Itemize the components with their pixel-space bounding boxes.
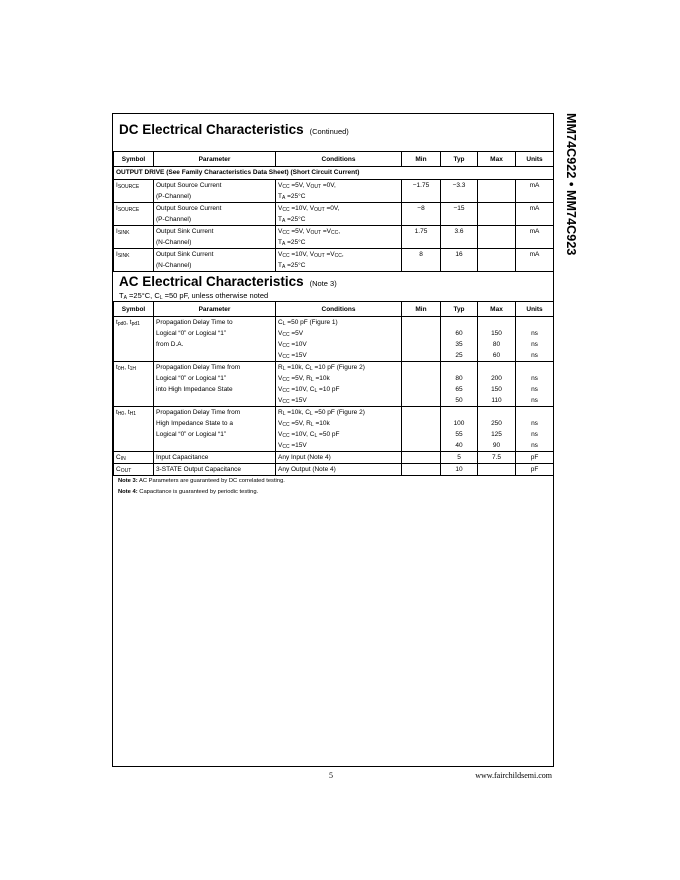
conditions-cell (276, 464, 402, 476)
parameter-line: 3-STATE Output Capacitance (156, 466, 242, 473)
parameter-line: (N-Channel) (156, 239, 192, 246)
units-cell (516, 452, 554, 464)
table-row (114, 407, 554, 452)
typ-value: 55 (455, 431, 463, 438)
min-value: −8 (417, 205, 425, 212)
min-value (404, 350, 438, 361)
units-cell (516, 464, 554, 476)
conditions-cell (276, 203, 402, 226)
min-value (404, 407, 438, 418)
typ-cell (441, 464, 478, 476)
max-value (480, 203, 513, 214)
column-header: Symbol (114, 152, 154, 167)
units-cell (516, 226, 554, 249)
conditions-cell (276, 452, 402, 464)
ac-title: AC Electrical Characteristics (Note 3) (119, 274, 337, 289)
column-header: Typ (441, 302, 478, 317)
condition-line: $V_{CC} =10V$, $C_L =50$ pF (278, 431, 340, 439)
min-value (404, 384, 438, 395)
units-value: ns (531, 431, 538, 438)
parameter-cell (154, 180, 276, 203)
parameter-cell (154, 226, 276, 249)
units-cell (516, 249, 554, 272)
parameter-line: Output Source Current (156, 182, 222, 189)
table-row (114, 317, 554, 362)
condition-line: $V_{CC} =5V$, $R_L =10k$ (278, 375, 330, 383)
max-value: 150 (491, 330, 502, 337)
notes (113, 475, 553, 498)
units-cell (516, 203, 554, 226)
units-value: pF (530, 454, 539, 461)
symbol: $I_{SOURCE}$ (116, 205, 140, 213)
min-value (404, 440, 438, 451)
max-value: 80 (492, 341, 501, 348)
column-header: Units (516, 302, 554, 317)
max-cell (478, 203, 516, 226)
typ-value: 65 (455, 386, 463, 393)
max-value (480, 362, 513, 373)
units-value: ns (531, 420, 538, 427)
parameter-line: Output Source Current (156, 205, 222, 212)
condition-line: $V_{CC} =15V$ (278, 397, 307, 405)
typ-value: −15 (453, 205, 465, 212)
column-header: Typ (441, 152, 478, 167)
condition-line: $V_{CC} =5V$ (278, 330, 304, 338)
typ-value: 60 (455, 330, 463, 337)
column-header: Conditions (276, 152, 402, 167)
typ-value: 40 (455, 442, 463, 449)
symbol-cell (114, 249, 154, 272)
symbol: $t_{0H}$, $t_{1H}$ (116, 364, 137, 372)
ac-table (113, 301, 554, 476)
typ-value: 80 (455, 375, 463, 382)
parameter-line: Propagation Delay Time to (156, 319, 233, 326)
units-value: ns (531, 375, 538, 382)
symbol-cell (114, 226, 154, 249)
column-header: Max (478, 152, 516, 167)
symbol: $C_{IN}$ (116, 454, 126, 462)
condition-line: Any Output (Note 4) (278, 466, 336, 473)
dc-table (113, 151, 554, 272)
parameter-line: Propagation Delay Time from (156, 409, 241, 416)
typ-cell (441, 407, 478, 452)
min-value (404, 429, 438, 440)
max-cell (478, 464, 516, 476)
condition-line: $V_{CC} =5V$, $R_L =10k$ (278, 420, 330, 428)
units-value: mA (529, 182, 540, 189)
conditions-cell (276, 407, 402, 452)
condition-line: $V_{CC} =10V$, $V_{OUT} =V_{CC}$, (278, 251, 344, 259)
max-value (480, 317, 513, 328)
conditions-cell (276, 362, 402, 407)
max-value: 90 (492, 442, 501, 449)
min-value (404, 418, 438, 429)
typ-cell (441, 317, 478, 362)
condition-line: Any Input (Note 4) (278, 454, 331, 461)
min-value (404, 464, 438, 475)
conditions-cell (276, 249, 402, 272)
table-row (114, 249, 554, 272)
table-row (114, 464, 554, 476)
parameter-cell (154, 203, 276, 226)
parameter-line: Logical “0” or Logical “1” (156, 330, 227, 337)
typ-value: 100 (453, 420, 465, 427)
typ-cell (441, 362, 478, 407)
min-value (404, 339, 438, 350)
parameter-line: Input Capacitance (156, 454, 209, 461)
typ-value (443, 317, 475, 328)
note: Note 4: Capacitance is guaranteed by periodic testing. (118, 489, 259, 495)
parameter-cell (154, 362, 276, 407)
max-value (480, 464, 513, 475)
symbol: $C_{OUT}$ (116, 466, 132, 474)
typ-value: −3.3 (452, 182, 466, 189)
parameter-line (156, 395, 273, 406)
max-value: 7.5 (491, 454, 502, 461)
typ-value: 35 (455, 341, 463, 348)
max-value (480, 180, 513, 191)
symbol-cell (114, 407, 154, 452)
column-header: Symbol (114, 302, 154, 317)
units-value: ns (531, 330, 538, 337)
conditions-cell (276, 317, 402, 362)
dc-title: DC Electrical Characteristics (Continued) (119, 122, 349, 137)
parameter-line: Output Sink Current (156, 251, 214, 258)
units-value: ns (531, 386, 538, 393)
symbol: $I_{SINK}$ (116, 251, 130, 259)
parameter-line (156, 350, 273, 361)
footer-url[interactable]: www.fairchildsemi.com (475, 771, 552, 780)
typ-value: 16 (455, 251, 463, 258)
condition-line: $V_{CC} =15V$ (278, 442, 307, 450)
min-value: −1.75 (412, 182, 430, 189)
units-value: mA (529, 205, 540, 212)
table-row (114, 362, 554, 407)
typ-value: 3.6 (454, 228, 464, 235)
column-header: Parameter (154, 152, 276, 167)
typ-cell (441, 203, 478, 226)
parameter-cell (154, 407, 276, 452)
table-row (114, 226, 554, 249)
ac-conditions: $T_A =25^\circ C$, $C_L =50$ pF, unless otherwise noted (119, 291, 269, 301)
symbol: $I_{SINK}$ (116, 228, 130, 236)
parameter-line: (P-Channel) (156, 193, 192, 200)
max-cell (478, 249, 516, 272)
max-value (480, 249, 513, 260)
column-header: Min (402, 152, 441, 167)
max-value: 150 (491, 386, 502, 393)
min-cell (402, 317, 441, 362)
units-value: ns (531, 442, 538, 449)
units-cell (516, 180, 554, 203)
units-value: mA (529, 228, 540, 235)
parameter-cell (154, 452, 276, 464)
max-value (480, 407, 513, 418)
max-value: 110 (491, 397, 502, 404)
min-value (404, 395, 438, 406)
min-cell (402, 407, 441, 452)
units-value: ns (531, 397, 538, 404)
symbol-cell (114, 362, 154, 407)
min-cell (402, 226, 441, 249)
symbol: $t_{H0}$, $t_{H1}$ (116, 409, 137, 417)
parameter-cell (154, 317, 276, 362)
symbol-cell (114, 464, 154, 476)
parameter-line: into High Impedance State (156, 386, 233, 393)
min-cell (402, 362, 441, 407)
typ-value: 5 (457, 454, 461, 461)
condition-line: $V_{CC} =10V$, $V_{OUT} =0V$, (278, 205, 340, 213)
parameter-line: High Impedance State to a (156, 420, 233, 427)
min-value (404, 373, 438, 384)
table-row (114, 180, 554, 203)
min-value (404, 452, 438, 463)
max-value: 200 (491, 375, 502, 382)
max-cell (478, 362, 516, 407)
column-header: Parameter (154, 302, 276, 317)
parameter-cell (154, 249, 276, 272)
units-cell (516, 362, 554, 407)
symbol: $t_{pd0}$, $t_{pd1}$ (116, 319, 140, 327)
condition-line: $C_L =50$ pF (Figure 1) (278, 319, 338, 327)
min-value (404, 328, 438, 339)
max-value (480, 226, 513, 237)
units-value: ns (531, 352, 538, 359)
parameter-line: (N-Channel) (156, 262, 192, 269)
table-row (114, 203, 554, 226)
max-cell (478, 317, 516, 362)
condition-line: $T_A =25^\circ C$ (278, 262, 306, 270)
condition-line: $V_{CC} =10V$ (278, 341, 307, 349)
max-cell (478, 180, 516, 203)
conditions-cell (276, 226, 402, 249)
units-value: mA (529, 251, 540, 258)
max-cell (478, 226, 516, 249)
typ-cell (441, 226, 478, 249)
parameter-line: Logical “0” or Logical “1” (156, 431, 227, 438)
max-cell (478, 452, 516, 464)
units-value (518, 317, 551, 328)
max-cell (478, 407, 516, 452)
min-cell (402, 464, 441, 476)
parameter-line: from D.A. (156, 341, 184, 348)
max-value: 60 (492, 352, 501, 359)
column-header: Min (402, 302, 441, 317)
typ-cell (441, 249, 478, 272)
parameter-line (156, 440, 273, 451)
parameter-line: Logical “0” or Logical “1” (156, 375, 227, 382)
column-header: Conditions (276, 302, 402, 317)
min-cell (402, 249, 441, 272)
parameter-line: Propagation Delay Time from (156, 364, 241, 371)
condition-line: $V_{CC} =5V$, $V_{OUT} =V_{CC}$, (278, 228, 341, 236)
typ-value: 50 (455, 397, 463, 404)
units-value: ns (531, 341, 538, 348)
column-header: Units (516, 152, 554, 167)
section-row (114, 167, 554, 180)
min-value (404, 362, 438, 373)
condition-line: $T_A =25^\circ C$ (278, 193, 306, 201)
typ-cell (441, 180, 478, 203)
symbol-cell (114, 180, 154, 203)
condition-line: $R_L =10k$, $C_L =50$ pF (Figure 2) (278, 409, 365, 417)
table-row (114, 452, 554, 464)
page-number: 5 (329, 771, 333, 780)
typ-value (443, 362, 475, 373)
note: Note 3: AC Parameters are guaranteed by DC correlated testing. (118, 478, 285, 484)
min-cell (402, 180, 441, 203)
condition-line: $V_{CC} =15V$ (278, 352, 307, 360)
symbol-cell (114, 452, 154, 464)
conditions-cell (276, 180, 402, 203)
min-cell (402, 452, 441, 464)
side-part-title: MM74C922 • MM74C923 (564, 113, 578, 256)
section-label: OUTPUT DRIVE (See Family Characteristics Data Sheet) (Short Circuit Current) (114, 167, 554, 180)
units-cell (516, 317, 554, 362)
parameter-cell (154, 464, 276, 476)
parameter-line: Output Sink Current (156, 228, 214, 235)
content-frame (112, 113, 554, 767)
min-value: 8 (419, 251, 423, 258)
typ-value: 25 (455, 352, 463, 359)
typ-cell (441, 452, 478, 464)
units-value: pF (530, 466, 539, 473)
max-value: 250 (491, 420, 502, 427)
condition-line: $V_{CC} =10V$, $C_L =10$ pF (278, 386, 340, 394)
parameter-line: (P-Channel) (156, 216, 192, 223)
typ-value: 10 (455, 466, 463, 473)
symbol: $I_{SOURCE}$ (116, 182, 140, 190)
min-value: 1.75 (414, 228, 428, 235)
condition-line: $T_A =25^\circ C$ (278, 216, 306, 224)
min-cell (402, 203, 441, 226)
symbol-cell (114, 317, 154, 362)
symbol-cell (114, 203, 154, 226)
units-value (518, 362, 551, 373)
typ-value (443, 407, 475, 418)
min-value (404, 317, 438, 328)
units-cell (516, 407, 554, 452)
condition-line: $V_{CC} =5V$, $V_{OUT} =0V$, (278, 182, 336, 190)
column-header: Max (478, 302, 516, 317)
condition-line: $R_L =10k$, $C_L =10$ pF (Figure 2) (278, 364, 365, 372)
max-value: 125 (491, 431, 502, 438)
condition-line: $T_A =25^\circ C$ (278, 239, 306, 247)
units-value (518, 407, 551, 418)
